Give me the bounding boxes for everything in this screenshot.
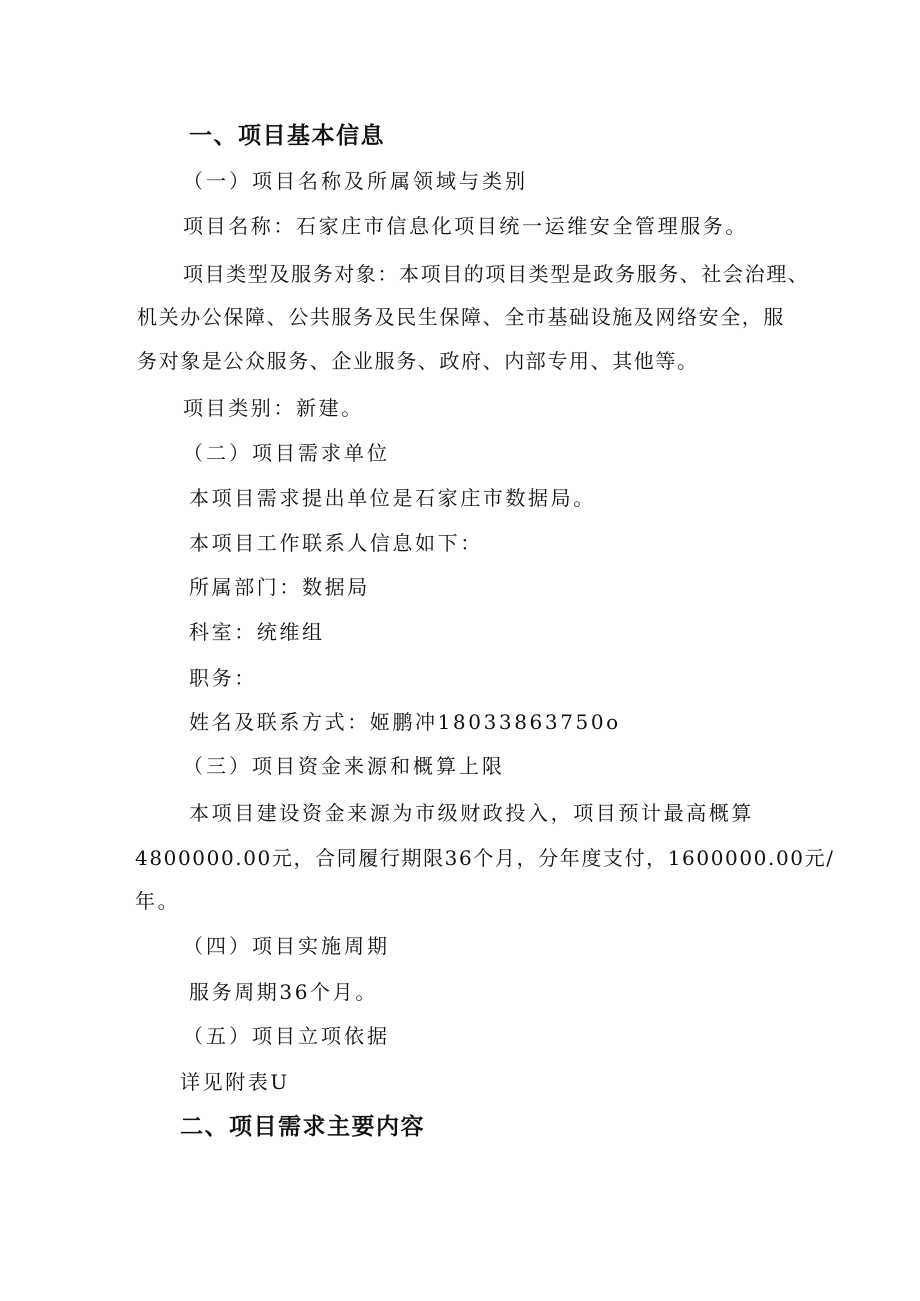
contact-intro-line: 本项目工作联系人信息如下： [189, 531, 483, 555]
subsection-1-heading: （一）项目名称及所属领域与类别 [183, 169, 528, 193]
service-period-line: 服务周期36个月。 [189, 980, 378, 1004]
project-type-line-2: 机关办公保障、公共服务及民生保障、全市基础设施及网络安全，服 [137, 305, 785, 329]
section-2-heading: 二、项目需求主要内容 [180, 1114, 425, 1140]
department-line: 所属部门：数据局 [189, 575, 370, 599]
funding-line-2: 4800000.00元，合同履行期限36个月，分年度支付，1600000.00元/ [135, 846, 835, 870]
position-line: 职务： [189, 666, 257, 690]
subsection-4-heading: （四）项目实施周期 [183, 934, 390, 958]
section-1-heading: 一、项目基本信息 [189, 123, 385, 149]
project-name-line: 项目名称：石家庄市信息化项目统一运维安全管理服务。 [183, 214, 748, 238]
project-category-line: 项目类别：新建。 [183, 396, 364, 420]
contact-line: 姓名及联系方式：姬鹏冲18033863750o [189, 710, 621, 734]
project-type-line-3: 务对象是公众服务、企业服务、政府、内部专用、其他等。 [137, 349, 699, 373]
funding-line-1: 本项目建设资金来源为市级财政投入，项目预计最高概算 [189, 801, 754, 825]
project-type-line-1: 项目类型及服务对象：本项目的项目类型是政务服务、社会治理、 [183, 262, 810, 286]
subsection-2-heading: （二）项目需求单位 [183, 441, 390, 465]
basis-line: 详见附表U [180, 1070, 290, 1094]
requesting-unit-line: 本项目需求提出单位是石家庄市数据局。 [189, 486, 596, 510]
subsection-5-heading: （五）项目立项依据 [183, 1024, 390, 1048]
office-line: 科室：统维组 [189, 620, 325, 644]
subsection-3-heading: （三）项目资金来源和概算上限 [183, 754, 505, 778]
funding-line-3: 年。 [135, 889, 181, 913]
